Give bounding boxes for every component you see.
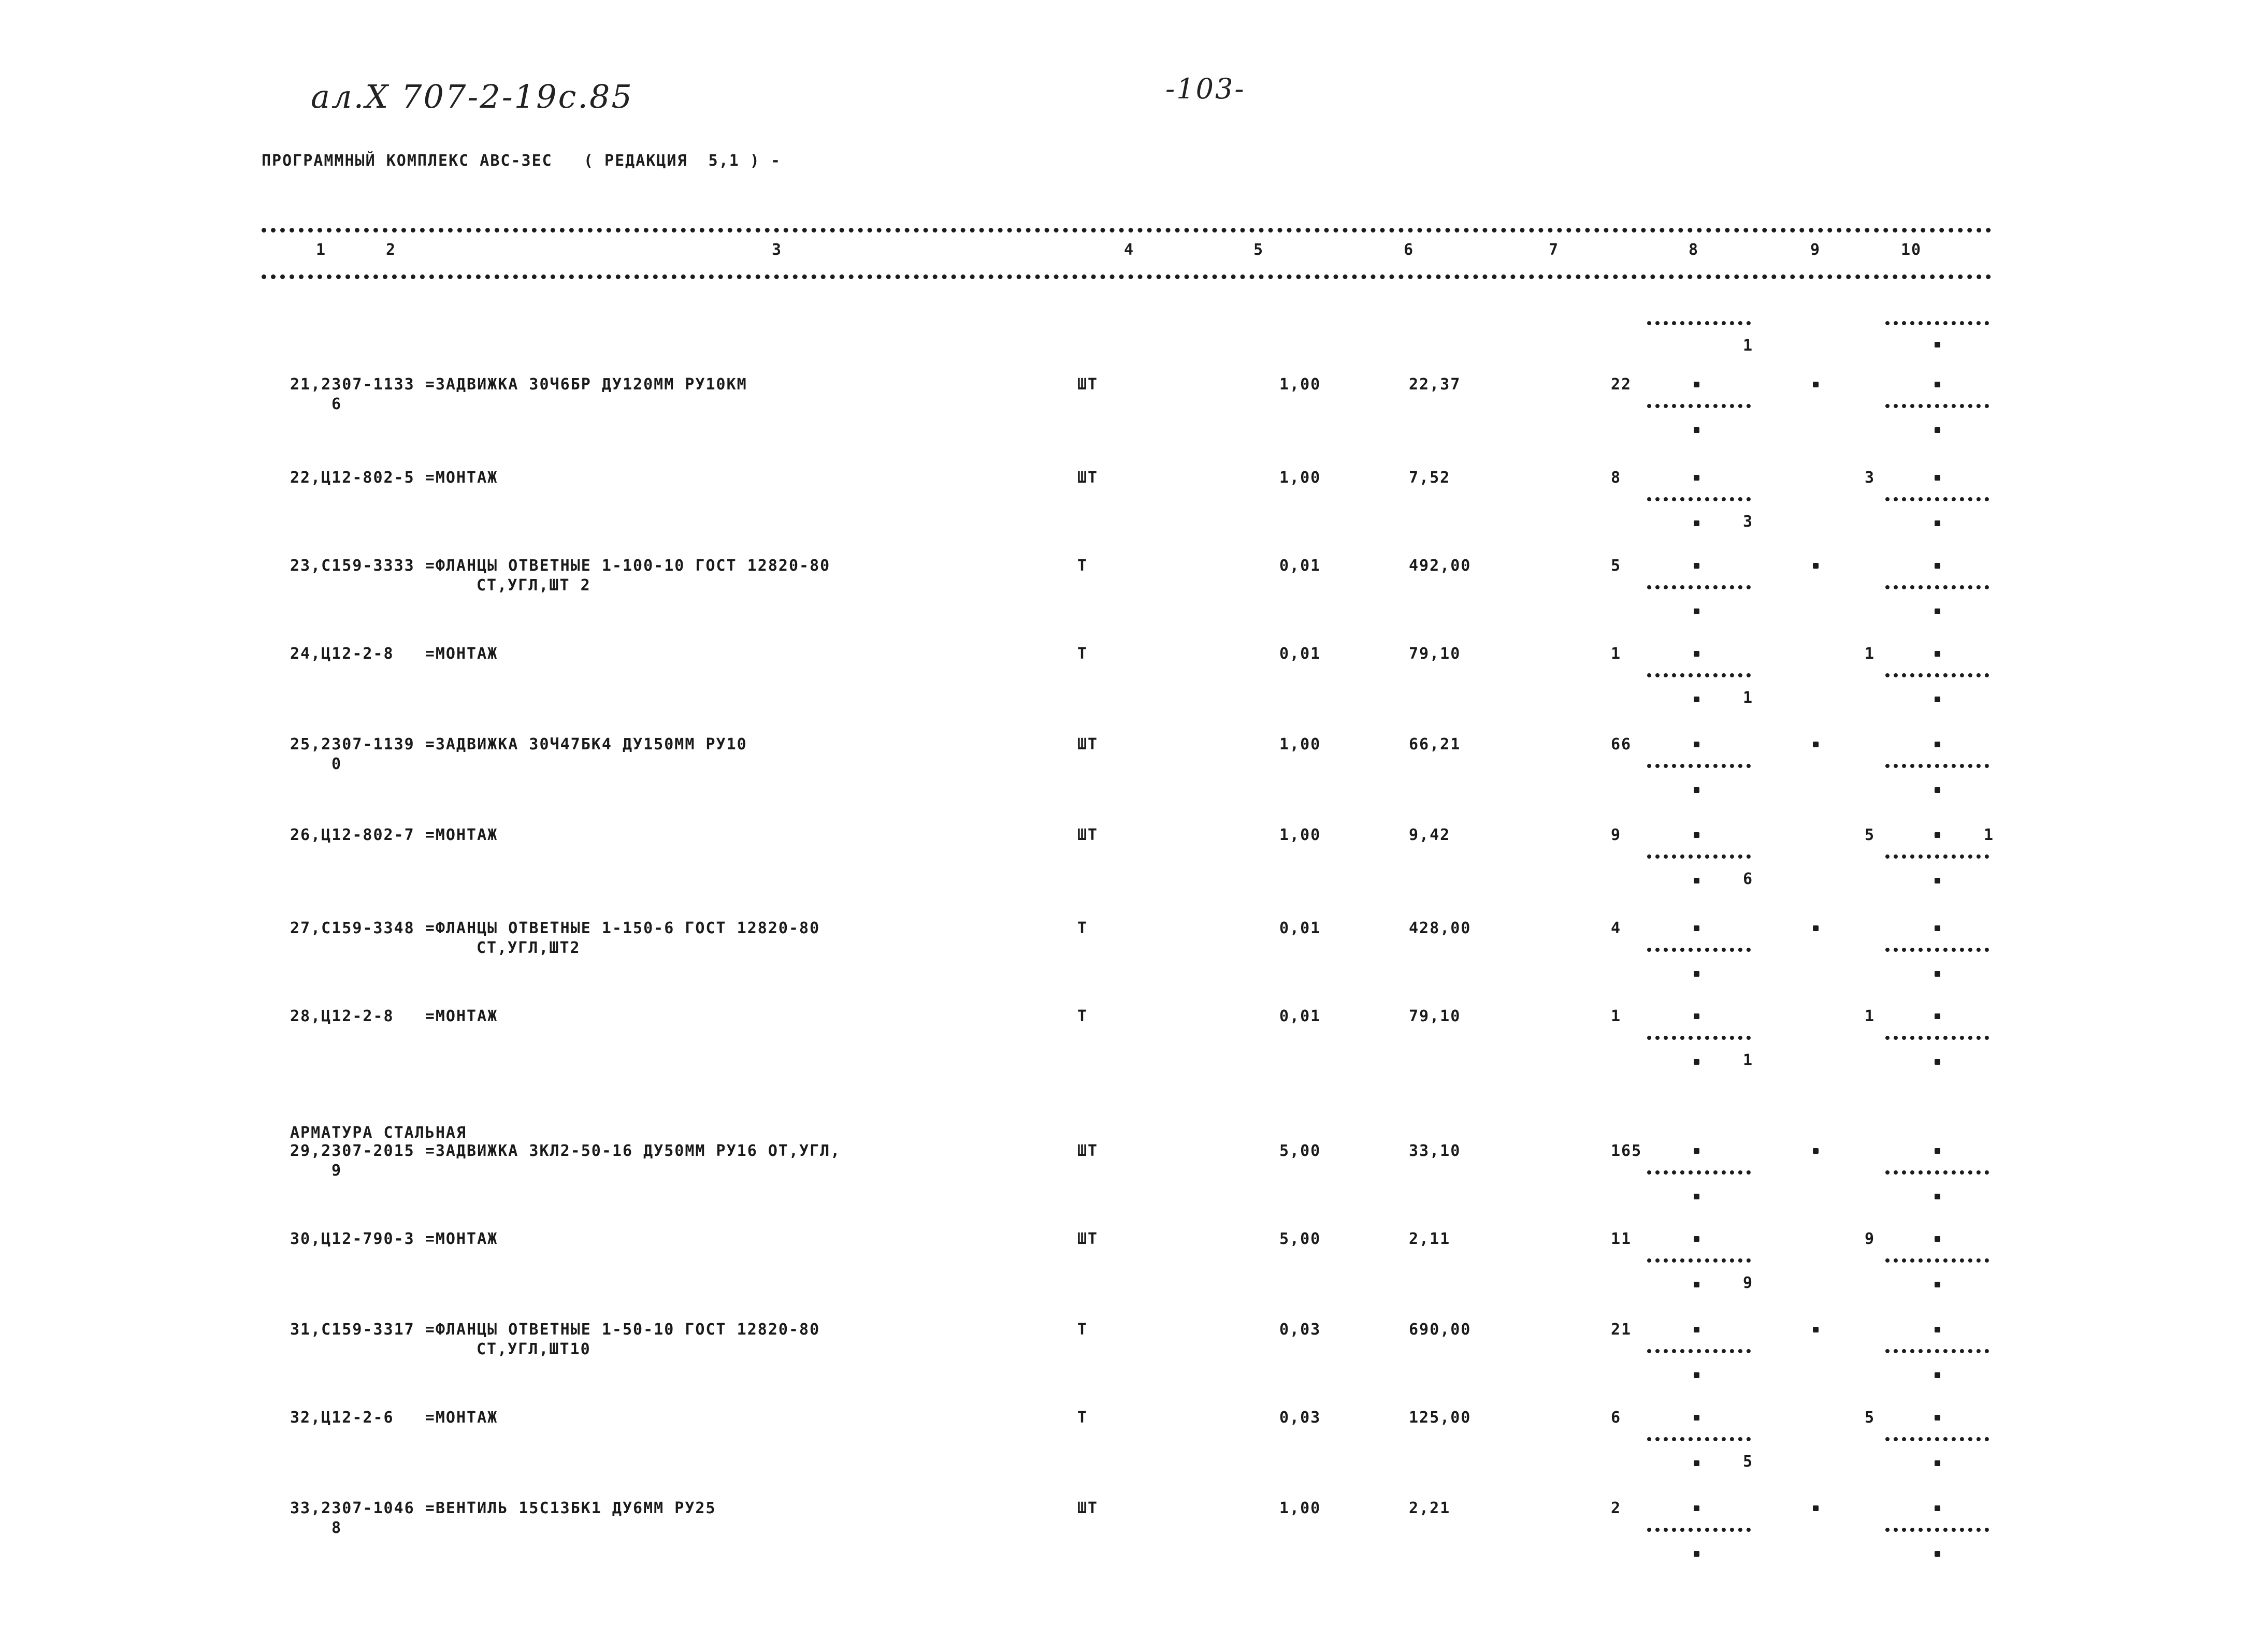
col8-dot-top bbox=[1694, 1236, 1699, 1242]
col8-dot-bottom bbox=[1694, 971, 1699, 977]
row-quantity: 0,03 bbox=[1279, 1409, 1321, 1427]
col10-dot-bottom bbox=[1935, 1282, 1940, 1287]
col8-dot-bottom bbox=[1694, 608, 1699, 614]
col-head-9: 9 bbox=[1810, 241, 1821, 259]
col10-dot-top bbox=[1935, 1327, 1940, 1332]
col10-dot-bottom bbox=[1935, 971, 1940, 977]
row-col7-value: 165 bbox=[1611, 1142, 1642, 1160]
row-col9-value: 9 bbox=[1865, 1230, 1876, 1248]
col10-dot-top bbox=[1935, 1148, 1940, 1154]
row-unit: Т bbox=[1077, 645, 1088, 663]
row-quantity: 0,01 bbox=[1279, 1007, 1321, 1025]
col8-dot-bottom bbox=[1694, 787, 1699, 793]
col8-dot-bottom bbox=[1694, 878, 1699, 883]
col8-dot-bottom bbox=[1694, 520, 1699, 526]
col-head-8: 8 bbox=[1689, 241, 1699, 259]
row-description: 23,С159-3333 =ФЛАНЦЫ ОТВЕТНЫЕ 1-100-10 ГОСТ 12820-80 bbox=[290, 557, 831, 575]
row-col10-top: 1 bbox=[1984, 826, 1995, 844]
col10-dashes bbox=[1885, 404, 1989, 408]
row-quantity: 5,00 bbox=[1279, 1142, 1321, 1160]
col10-dot-bottom bbox=[1935, 697, 1940, 702]
col10-dot-bottom bbox=[1935, 878, 1940, 883]
row-unit-price: 492,00 bbox=[1409, 557, 1472, 575]
row-col9-value: 3 bbox=[1865, 469, 1876, 487]
row-quantity: 0,01 bbox=[1279, 645, 1321, 663]
col10-dashes bbox=[1885, 1349, 1989, 1353]
col10-dashes bbox=[1885, 1528, 1989, 1532]
col10-dashes bbox=[1885, 497, 1989, 501]
col8-dot-top bbox=[1694, 382, 1699, 387]
row-unit: Т bbox=[1077, 919, 1088, 937]
row-description: 21,2307-1133 =ЗАДВИЖКА 30Ч6БР ДУ120ММ РУ10КМ bbox=[290, 375, 747, 394]
row-unit: Т bbox=[1077, 557, 1088, 575]
row-description-cont: 8 bbox=[331, 1519, 342, 1537]
col8-dot-bottom bbox=[1694, 1282, 1699, 1287]
col10-dot-top bbox=[1935, 925, 1940, 931]
col10-dashes bbox=[1885, 673, 1989, 677]
row-col7-value: 66 bbox=[1611, 735, 1632, 753]
row-description: 30,Ц12-790-3 =МОНТАЖ bbox=[290, 1230, 498, 1248]
row-col7-value: 21 bbox=[1611, 1321, 1632, 1339]
col8-dot-bottom bbox=[1694, 1059, 1699, 1065]
row-col9-value: 1 bbox=[1865, 645, 1876, 663]
col10-dot-top bbox=[1935, 382, 1940, 387]
table-row bbox=[0, 1321, 2264, 1403]
row-quantity: 5,00 bbox=[1279, 1230, 1321, 1248]
col10-dashes bbox=[1885, 948, 1989, 952]
col8-dashes bbox=[1647, 854, 1751, 859]
col10-dot-top bbox=[1935, 1505, 1940, 1511]
row-description: 26,Ц12-802-7 =МОНТАЖ bbox=[290, 826, 498, 844]
row-col7-value: 11 bbox=[1611, 1230, 1632, 1248]
row-col8-sub: 1 bbox=[1743, 1051, 1754, 1069]
col10-dashes bbox=[1885, 854, 1989, 859]
table-row bbox=[0, 735, 2264, 818]
section-heading: АРМАТУРА СТАЛЬНАЯ bbox=[290, 1124, 467, 1142]
row-unit-price: 428,00 bbox=[1409, 919, 1472, 937]
table-row bbox=[0, 469, 2264, 552]
row-col9-value: 5 bbox=[1865, 1409, 1876, 1427]
row-description: 32,Ц12-2-6 =МОНТАЖ bbox=[290, 1409, 498, 1427]
row-col7-value: 1 bbox=[1611, 1007, 1622, 1025]
col9-dot bbox=[1813, 382, 1819, 387]
table-row bbox=[0, 1007, 2264, 1090]
col10-dot-top bbox=[1935, 1415, 1940, 1421]
col10-dashes bbox=[1885, 1258, 1989, 1263]
row-description-cont: 9 bbox=[331, 1162, 342, 1180]
col10-dot-bottom bbox=[1935, 1460, 1940, 1466]
col10-dashes bbox=[1885, 1170, 1989, 1175]
row-unit-price: 7,52 bbox=[1409, 469, 1451, 487]
row-quantity: 1,00 bbox=[1279, 735, 1321, 753]
row-description: 24,Ц12-2-8 =МОНТАЖ bbox=[290, 645, 498, 663]
col8-dot-bottom bbox=[1694, 1372, 1699, 1378]
col10-dot-bottom bbox=[1935, 427, 1940, 433]
col9-dot bbox=[1813, 742, 1819, 747]
row-description: 27,С159-3348 =ФЛАНЦЫ ОТВЕТНЫЕ 1-150-6 ГОСТ 12820-80 bbox=[290, 919, 820, 937]
row-description-cont: СТ,УГЛ,ШТ10 bbox=[477, 1340, 591, 1358]
row-col8-sub: 1 bbox=[1743, 689, 1754, 707]
row-description-cont: 0 bbox=[331, 755, 342, 773]
program-title: ПРОГРАММНЫЙ КОМПЛЕКС АВС-3ЕС ( РЕДАКЦИЯ 5,1 ) - bbox=[262, 152, 782, 170]
col9-dot bbox=[1813, 1327, 1819, 1332]
col8-dashes bbox=[1647, 404, 1751, 408]
col10-dot-bottom bbox=[1935, 1372, 1940, 1378]
row-unit: ШТ bbox=[1077, 826, 1099, 844]
table-header-rule bbox=[262, 274, 1992, 279]
col-head-7: 7 bbox=[1549, 241, 1560, 259]
row-unit: ШТ bbox=[1077, 375, 1099, 394]
col-head-3: 3 bbox=[772, 241, 783, 259]
col8-dot-top bbox=[1694, 1148, 1699, 1154]
table-row bbox=[0, 375, 2264, 458]
row-unit: Т bbox=[1077, 1321, 1088, 1339]
row-col9-value: 5 bbox=[1865, 826, 1876, 844]
row-unit-price: 690,00 bbox=[1409, 1321, 1472, 1339]
row-quantity: 1,00 bbox=[1279, 1499, 1321, 1517]
col8-dot-top bbox=[1694, 742, 1699, 747]
col8-dot-bottom bbox=[1694, 1194, 1699, 1199]
col8-dot-top bbox=[1694, 563, 1699, 569]
col8-dashes bbox=[1647, 1170, 1751, 1175]
row-unit-price: 79,10 bbox=[1409, 1007, 1461, 1025]
row-col7-value: 1 bbox=[1611, 645, 1622, 663]
col8-dashes bbox=[1647, 1036, 1751, 1040]
row-unit: ШТ bbox=[1077, 1230, 1099, 1248]
row-description-cont: СТ,УГЛ,ШТ2 bbox=[477, 939, 581, 957]
row-unit-price: 2,21 bbox=[1409, 1499, 1451, 1517]
table-row bbox=[0, 1142, 2264, 1225]
row-col7-value: 8 bbox=[1611, 469, 1622, 487]
col-head-4: 4 bbox=[1124, 241, 1135, 259]
table-row bbox=[0, 1230, 2264, 1313]
col-head-1: 1 bbox=[316, 241, 327, 259]
col8-dashes bbox=[1647, 1437, 1751, 1441]
col9-dot bbox=[1813, 925, 1819, 931]
row-description: 31,С159-3317 =ФЛАНЦЫ ОТВЕТНЫЕ 1-50-10 ГОСТ 12820-80 bbox=[290, 1321, 820, 1339]
col10-dot-bottom bbox=[1935, 787, 1940, 793]
table-row bbox=[0, 1499, 2264, 1582]
col8-top-sub: 1 bbox=[1743, 337, 1754, 355]
row-unit: Т bbox=[1077, 1409, 1088, 1427]
col10-dot-top bbox=[1935, 832, 1940, 838]
row-unit-price: 79,10 bbox=[1409, 645, 1461, 663]
col-head-10: 10 bbox=[1901, 241, 1922, 259]
table-row bbox=[0, 919, 2264, 1002]
row-col7-value: 9 bbox=[1611, 826, 1622, 844]
row-quantity: 0,01 bbox=[1279, 557, 1321, 575]
col-head-5: 5 bbox=[1253, 241, 1264, 259]
table-row bbox=[0, 826, 2264, 909]
row-unit-price: 33,10 bbox=[1409, 1142, 1461, 1160]
col8-dot-bottom bbox=[1694, 1551, 1699, 1557]
col8-dot-top bbox=[1694, 925, 1699, 931]
col8-dashes bbox=[1647, 948, 1751, 952]
col10-dot-top bbox=[1935, 475, 1940, 481]
row-quantity: 1,00 bbox=[1279, 375, 1321, 394]
col10-dot-top bbox=[1935, 651, 1940, 657]
col10-dot-bottom bbox=[1935, 1551, 1940, 1557]
row-description: 28,Ц12-2-8 =МОНТАЖ bbox=[290, 1007, 498, 1025]
col10-dot-top bbox=[1935, 1236, 1940, 1242]
col8-dashes bbox=[1647, 585, 1751, 589]
col8-dashes bbox=[1647, 673, 1751, 677]
row-unit: ШТ bbox=[1077, 469, 1099, 487]
row-col7-value: 22 bbox=[1611, 375, 1632, 394]
col10-dot-bottom bbox=[1935, 520, 1940, 526]
col8-dot-top bbox=[1694, 1013, 1699, 1019]
row-col7-value: 2 bbox=[1611, 1499, 1622, 1517]
col8-dot-top bbox=[1694, 1505, 1699, 1511]
col9-dot bbox=[1813, 563, 1819, 569]
row-description: 25,2307-1139 =ЗАДВИЖКА 30Ч47БК4 ДУ150ММ РУ10 bbox=[290, 735, 747, 753]
table-top-rule bbox=[262, 228, 1992, 233]
col8-dot-top bbox=[1694, 1415, 1699, 1421]
col10-dot-bottom bbox=[1935, 1194, 1940, 1199]
col8-dot-top bbox=[1694, 475, 1699, 481]
col10-dot-top bbox=[1935, 742, 1940, 747]
row-description: 22,Ц12-802-5 =МОНТАЖ bbox=[290, 469, 498, 487]
row-quantity: 0,03 bbox=[1279, 1321, 1321, 1339]
col8-dot-top bbox=[1694, 1327, 1699, 1332]
col10-dashes bbox=[1885, 1036, 1989, 1040]
row-quantity: 1,00 bbox=[1279, 826, 1321, 844]
row-col7-value: 5 bbox=[1611, 557, 1622, 575]
col8-top-dashes bbox=[1647, 321, 1751, 325]
row-description: 29,2307-2015 =ЗАДВИЖКА ЗКЛ2-50-16 ДУ50ММ РУ16 ОТ,УГЛ, bbox=[290, 1142, 841, 1160]
row-quantity: 1,00 bbox=[1279, 469, 1321, 487]
row-col9-value: 1 bbox=[1865, 1007, 1876, 1025]
col10-top-dashes bbox=[1885, 321, 1989, 325]
row-description: 33,2307-1046 =ВЕНТИЛЬ 15С13БК1 ДУ6ММ РУ25 bbox=[290, 1499, 716, 1517]
table-row bbox=[0, 645, 2264, 728]
table-row bbox=[0, 557, 2264, 640]
col8-dashes bbox=[1647, 764, 1751, 768]
row-col8-sub: 3 bbox=[1743, 513, 1754, 531]
row-col8-sub: 9 bbox=[1743, 1274, 1754, 1292]
page-number: -103- bbox=[1165, 73, 1246, 105]
col9-dot bbox=[1813, 1148, 1819, 1154]
row-unit-price: 125,00 bbox=[1409, 1409, 1472, 1427]
row-quantity: 0,01 bbox=[1279, 919, 1321, 937]
col8-dashes bbox=[1647, 1258, 1751, 1263]
row-unit: Т bbox=[1077, 1007, 1088, 1025]
row-unit-price: 66,21 bbox=[1409, 735, 1461, 753]
col-head-6: 6 bbox=[1404, 241, 1415, 259]
row-col7-value: 6 bbox=[1611, 1409, 1622, 1427]
col10-dot-top bbox=[1935, 1013, 1940, 1019]
col10-dashes bbox=[1885, 585, 1989, 589]
handwritten-document-code: ал.X 707-2-19с.85 bbox=[311, 78, 633, 115]
col10-dot-bottom bbox=[1935, 1059, 1940, 1065]
row-unit: ШТ bbox=[1077, 1142, 1099, 1160]
col8-dot-top bbox=[1694, 651, 1699, 657]
col10-dashes bbox=[1885, 1437, 1989, 1441]
row-col7-value: 4 bbox=[1611, 919, 1622, 937]
col10-dot-top bbox=[1935, 563, 1940, 569]
row-unit: ШТ bbox=[1077, 735, 1099, 753]
col8-dashes bbox=[1647, 497, 1751, 501]
col10-dot-bottom bbox=[1935, 608, 1940, 614]
table-row bbox=[0, 1409, 2264, 1491]
col9-dot bbox=[1813, 1505, 1819, 1511]
row-col8-sub: 5 bbox=[1743, 1453, 1754, 1471]
col8-dot-top bbox=[1694, 832, 1699, 838]
col10-dashes bbox=[1885, 764, 1989, 768]
col-head-2: 2 bbox=[386, 241, 397, 259]
row-unit-price: 9,42 bbox=[1409, 826, 1451, 844]
col10-top-dot bbox=[1935, 342, 1940, 347]
row-unit-price: 22,37 bbox=[1409, 375, 1461, 394]
row-unit: ШТ bbox=[1077, 1499, 1099, 1517]
row-description-cont: 6 bbox=[331, 395, 342, 413]
row-unit-price: 2,11 bbox=[1409, 1230, 1451, 1248]
row-col8-sub: 6 bbox=[1743, 870, 1754, 888]
col8-dot-bottom bbox=[1694, 427, 1699, 433]
row-description-cont: СТ,УГЛ,ШТ 2 bbox=[477, 576, 591, 595]
col8-dot-bottom bbox=[1694, 1460, 1699, 1466]
col8-dashes bbox=[1647, 1349, 1751, 1353]
col8-dot-bottom bbox=[1694, 697, 1699, 702]
col8-dashes bbox=[1647, 1528, 1751, 1532]
